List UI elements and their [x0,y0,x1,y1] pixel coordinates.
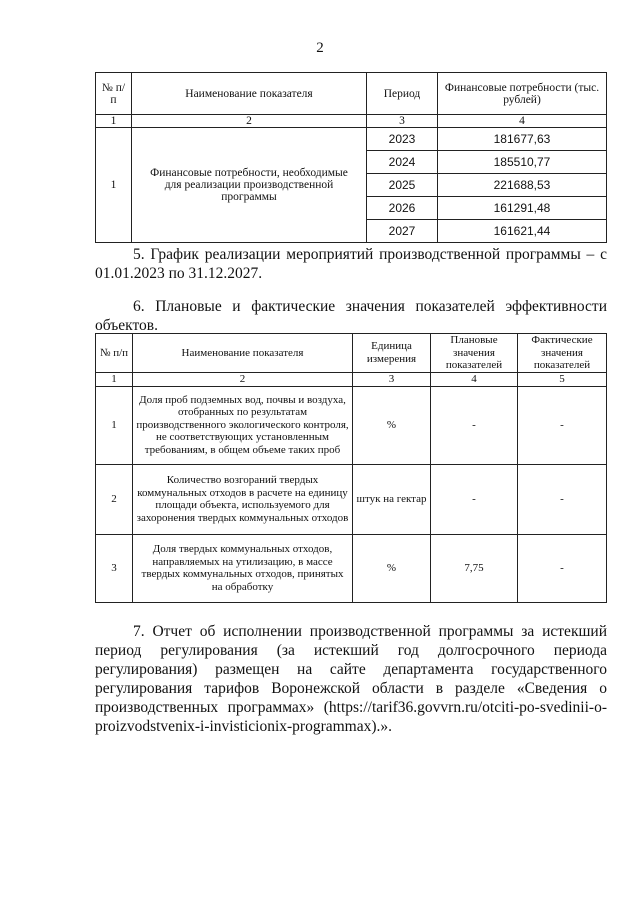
indicator-name: Доля твердых коммунальных отходов, направляемых на утилизацию, в массе твердых коммунальных отходов, принятых на обработку [133,534,353,602]
indicator-name: Доля проб подземных вод, почвы и воздуха, отобранных по результатам производственного экологического контроля, не соответствующих установленным требованиям, в общем объеме таких проб [133,386,353,464]
row-number: 1 [96,128,132,243]
col-header-financial-needs: Финансовые потребности (тыс. рублей) [438,73,607,115]
value-cell: 221688,53 [438,174,607,197]
row-number: 2 [96,464,133,534]
paragraph-indicators: 6. Плановые и фактические значения показателей эффективности объектов. [95,298,607,334]
unit-cell: штук на гектар [353,464,431,534]
column-number: 1 [96,373,133,387]
col-header-actual: Фактические значения показателей [518,334,607,373]
period-cell: 2026 [367,197,438,220]
actual-cell: - [518,534,607,602]
paragraph-report: 7. Отчет об исполнении производственной программы за истекший период регулирования (за истекший год долгосрочного периода регулирования) размещен на сайте департамента государственного регулирования тарифов Воронежской области в разделе «Сведения о производственных программах» (https://tarif36.govvrn.ru/otciti-po-svedinii-o-proizvodstvenix-i-invisticionix-programmax).». [95,623,607,735]
period-cell: 2024 [367,151,438,174]
financial-needs-table [95,72,607,243]
planned-cell: - [431,386,518,464]
value-cell: 161291,48 [438,197,607,220]
column-number-row [96,115,607,128]
column-number: 2 [133,373,353,387]
column-number: 5 [518,373,607,387]
col-header-planned: Плановые значения показателей [431,334,518,373]
actual-cell: - [518,464,607,534]
col-header-indicator: Наименование показателя [133,334,353,373]
period-cell: 2025 [367,174,438,197]
column-number: 3 [353,373,431,387]
period-cell: 2023 [367,128,438,151]
table-row [96,534,607,602]
table-header-row [96,334,607,373]
value-cell: 185510,77 [438,151,607,174]
column-number: 1 [96,115,132,128]
page-number: 2 [316,40,324,56]
unit-cell: % [353,386,431,464]
column-number-row [96,373,607,387]
table-row [96,386,607,464]
table-row [96,464,607,534]
column-number: 2 [132,115,367,128]
unit-cell: % [353,534,431,602]
efficiency-indicators-table [95,333,607,603]
actual-cell: - [518,386,607,464]
paragraph-schedule: 5. График реализации мероприятий производственной программы – с 01.01.2023 по 31.12.2027. [95,246,607,282]
col-header-unit: Единица измерения [353,334,431,373]
row-number: 1 [96,386,133,464]
table-header-row [96,73,607,115]
planned-cell: - [431,464,518,534]
col-header-period: Период [367,73,438,115]
column-number: 4 [438,115,607,128]
table-row [96,128,607,151]
indicator-name: Количество возгораний твердых коммунальных отходов в расчете на единицу площади объекта, используемого для захоронения твердых коммунальных отходов [133,464,353,534]
planned-cell: 7,75 [431,534,518,602]
value-cell: 161621,44 [438,220,607,243]
value-cell: 181677,63 [438,128,607,151]
col-header-num: № п/п [96,334,133,373]
period-cell: 2027 [367,220,438,243]
column-number: 3 [367,115,438,128]
column-number: 4 [431,373,518,387]
indicator-name: Финансовые потребности, необходимые для реализации производственной программы [132,128,367,243]
col-header-indicator: Наименование показателя [132,73,367,115]
row-number: 3 [96,534,133,602]
col-header-num: № п/п [96,73,132,115]
